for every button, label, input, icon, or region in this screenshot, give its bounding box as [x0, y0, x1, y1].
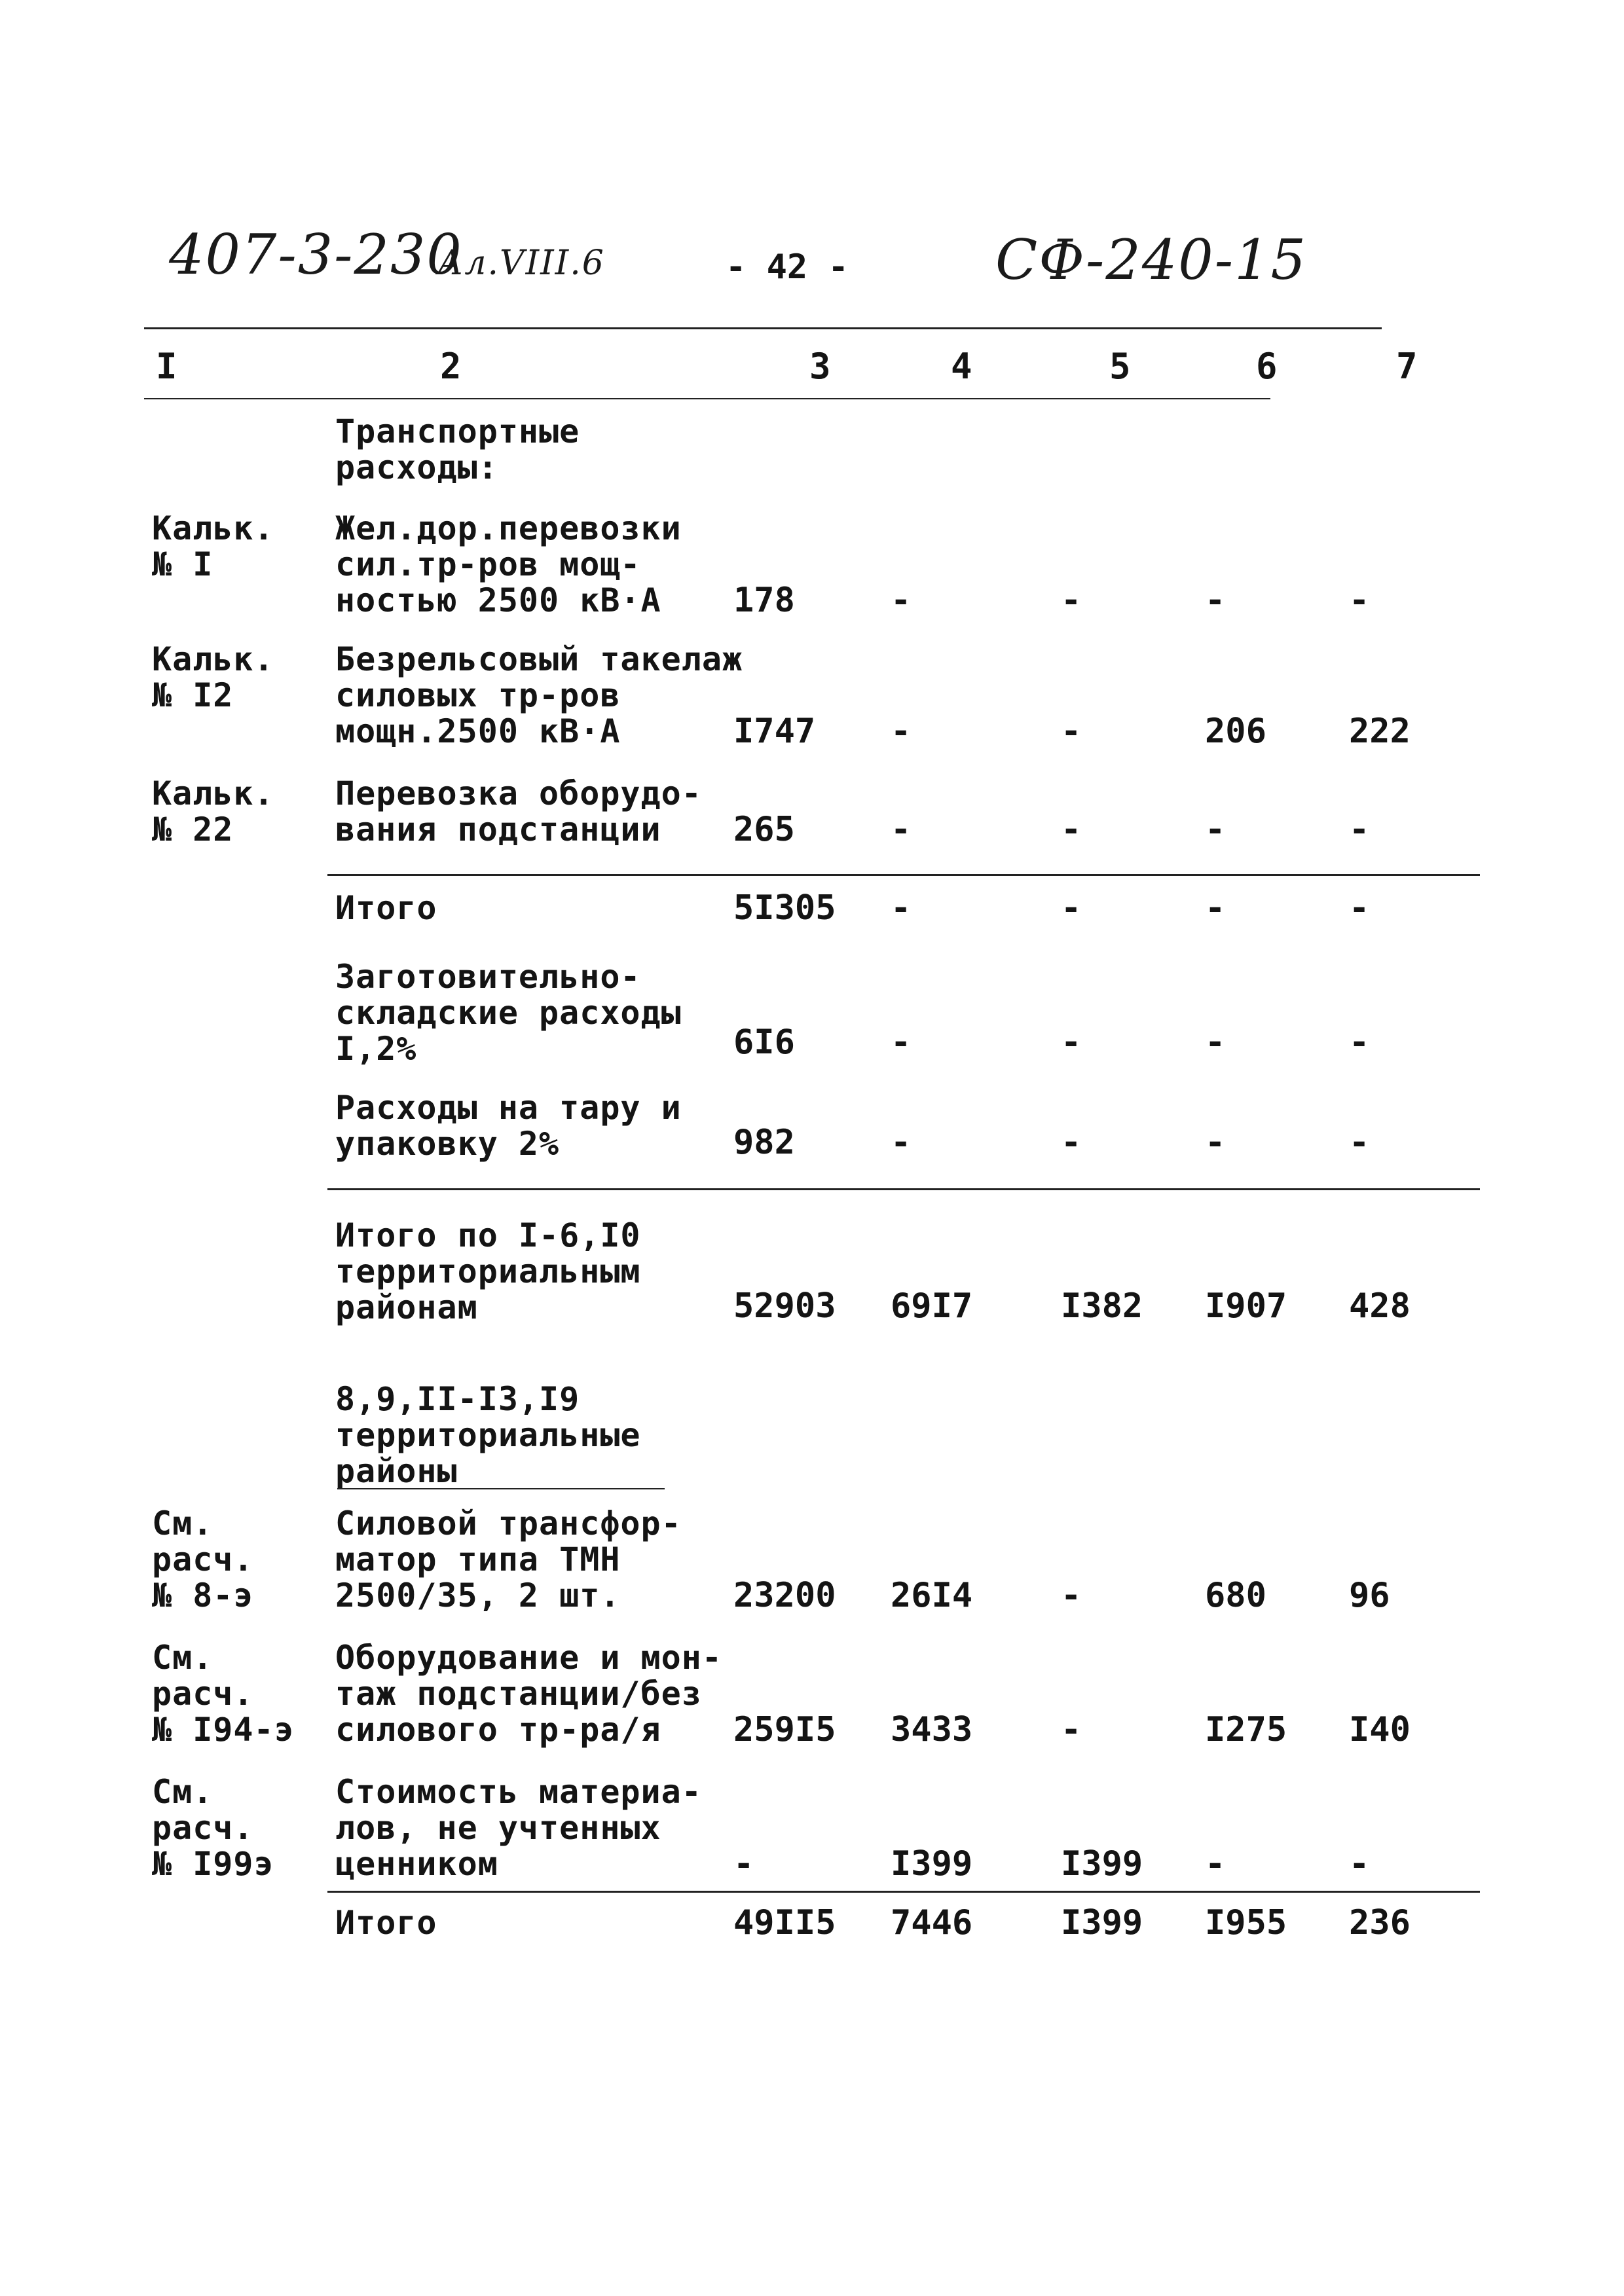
row-ref: См. расч. № I99э	[152, 1773, 274, 1883]
row-ref: См. расч. № I94-э	[152, 1639, 295, 1749]
row-col7: -	[1349, 810, 1370, 849]
row-col3: 982	[733, 1123, 795, 1162]
total-col7: 428	[1349, 1286, 1411, 1326]
row-col7: -	[1349, 581, 1370, 620]
final-total-col4: 7446	[891, 1903, 973, 1942]
col-header-6: 6	[1256, 346, 1278, 387]
total-col3: 52903	[733, 1286, 836, 1326]
subtotal-col4: -	[891, 888, 912, 928]
row-description: Стоимость материа- лов, не учтенных ценником	[335, 1773, 702, 1883]
col-header-2: 2	[440, 346, 462, 387]
row-col4: I399	[891, 1844, 973, 1884]
col-header-4: 4	[951, 346, 972, 387]
row-col6: -	[1205, 1123, 1226, 1162]
page-number: - 42 -	[726, 247, 849, 287]
total-rule-2	[327, 1891, 1480, 1893]
row-col7: -	[1349, 1123, 1370, 1162]
subtotal-rule	[327, 874, 1480, 876]
sheet-code: СФ-240-15	[995, 228, 1307, 292]
section-underline	[337, 1488, 665, 1489]
col-header-5: 5	[1109, 346, 1131, 387]
row-col5: -	[1061, 1576, 1082, 1615]
final-total-col3: 49II5	[733, 1903, 836, 1942]
row-col7: 96	[1349, 1576, 1390, 1615]
row-col7: -	[1349, 1844, 1370, 1884]
row-col3: 265	[733, 810, 795, 849]
row-description: Перевозка оборудо- вания подстанции	[335, 774, 702, 848]
row-col3: I747	[733, 712, 816, 751]
row-col5: -	[1061, 810, 1082, 849]
row-col5: I399	[1061, 1844, 1143, 1884]
document-code: 407-3-230	[169, 223, 463, 287]
row-col6: -	[1205, 581, 1226, 620]
row-description: Безрельсовый такелаж силовых тр-ров мощн.2500 кВ·А	[335, 640, 743, 750]
row-col4: 26I4	[891, 1576, 973, 1615]
final-total-col7: 236	[1349, 1903, 1411, 1942]
row-ref: См. расч. № 8-э	[152, 1504, 254, 1614]
total-col5: I382	[1061, 1286, 1143, 1326]
row-col6: -	[1205, 1844, 1226, 1884]
col-header-3: 3	[809, 346, 831, 387]
row-description: Расходы на тару и упаковку 2%	[335, 1089, 682, 1163]
row-description: Силовой трансфор- матор типа ТМН 2500/35, 2 шт.	[335, 1504, 682, 1614]
row-col6: -	[1205, 1023, 1226, 1062]
row-col4: -	[891, 1123, 912, 1162]
row-ref: Кальк. № I	[152, 509, 274, 583]
row-col6: 206	[1205, 712, 1266, 751]
section-transport-title: Транспортные расходы:	[335, 412, 580, 486]
row-col7: -	[1349, 1023, 1370, 1062]
total-col6: I907	[1205, 1286, 1287, 1326]
row-col4: -	[891, 1023, 912, 1062]
section-territories-title: 8,9,II-I3,I9 территориальные районы	[335, 1380, 641, 1490]
total-label: Итого по I-6,I0 территориальным районам	[335, 1216, 641, 1326]
row-col3: 6I6	[733, 1023, 795, 1062]
col-header-7: 7	[1396, 346, 1418, 387]
row-col4: -	[891, 581, 912, 620]
total-col4: 69I7	[891, 1286, 973, 1326]
row-description: Оборудование и мон- таж подстанции/без силового тр-ра/я	[335, 1639, 722, 1749]
row-col7: I40	[1349, 1710, 1411, 1749]
row-col5: -	[1061, 1123, 1082, 1162]
row-col3: 178	[733, 581, 795, 620]
row-col4: -	[891, 712, 912, 751]
row-col4: 3433	[891, 1710, 973, 1749]
album-number: Ал.VIII.6	[437, 244, 605, 283]
subtotal-col5: -	[1061, 888, 1082, 928]
row-col6: 680	[1205, 1576, 1266, 1615]
row-col5: -	[1061, 1710, 1082, 1749]
row-col7: 222	[1349, 712, 1411, 751]
table-top-rule	[144, 327, 1382, 329]
row-col3: -	[733, 1844, 754, 1884]
row-col5: -	[1061, 712, 1082, 751]
row-ref: Кальк. № 22	[152, 774, 274, 848]
final-total-col6: I955	[1205, 1903, 1287, 1942]
final-total-col5: I399	[1061, 1903, 1143, 1942]
row-ref: Кальк. № I2	[152, 640, 274, 714]
row-col5: -	[1061, 1023, 1082, 1062]
row-col4: -	[891, 810, 912, 849]
final-total-label: Итого	[335, 1904, 437, 1942]
row-description: Жел.дор.перевозки сил.тр-ров мощ- ностью 2500 кВ·А	[335, 509, 682, 619]
header-bottom-rule	[144, 398, 1270, 399]
subtotal-label: Итого	[335, 889, 437, 927]
row-description: Заготовительно- складские расходы I,2%	[335, 958, 682, 1068]
subtotal-col6: -	[1205, 888, 1226, 928]
subtotal-col7: -	[1349, 888, 1370, 928]
col-header-1: I	[156, 346, 177, 387]
row-col3: 259I5	[733, 1710, 836, 1749]
total-rule-1	[327, 1188, 1480, 1190]
row-col5: -	[1061, 581, 1082, 620]
row-col6: -	[1205, 810, 1226, 849]
row-col3: 23200	[733, 1576, 836, 1615]
row-col6: I275	[1205, 1710, 1287, 1749]
subtotal-col3: 5I305	[733, 888, 836, 928]
